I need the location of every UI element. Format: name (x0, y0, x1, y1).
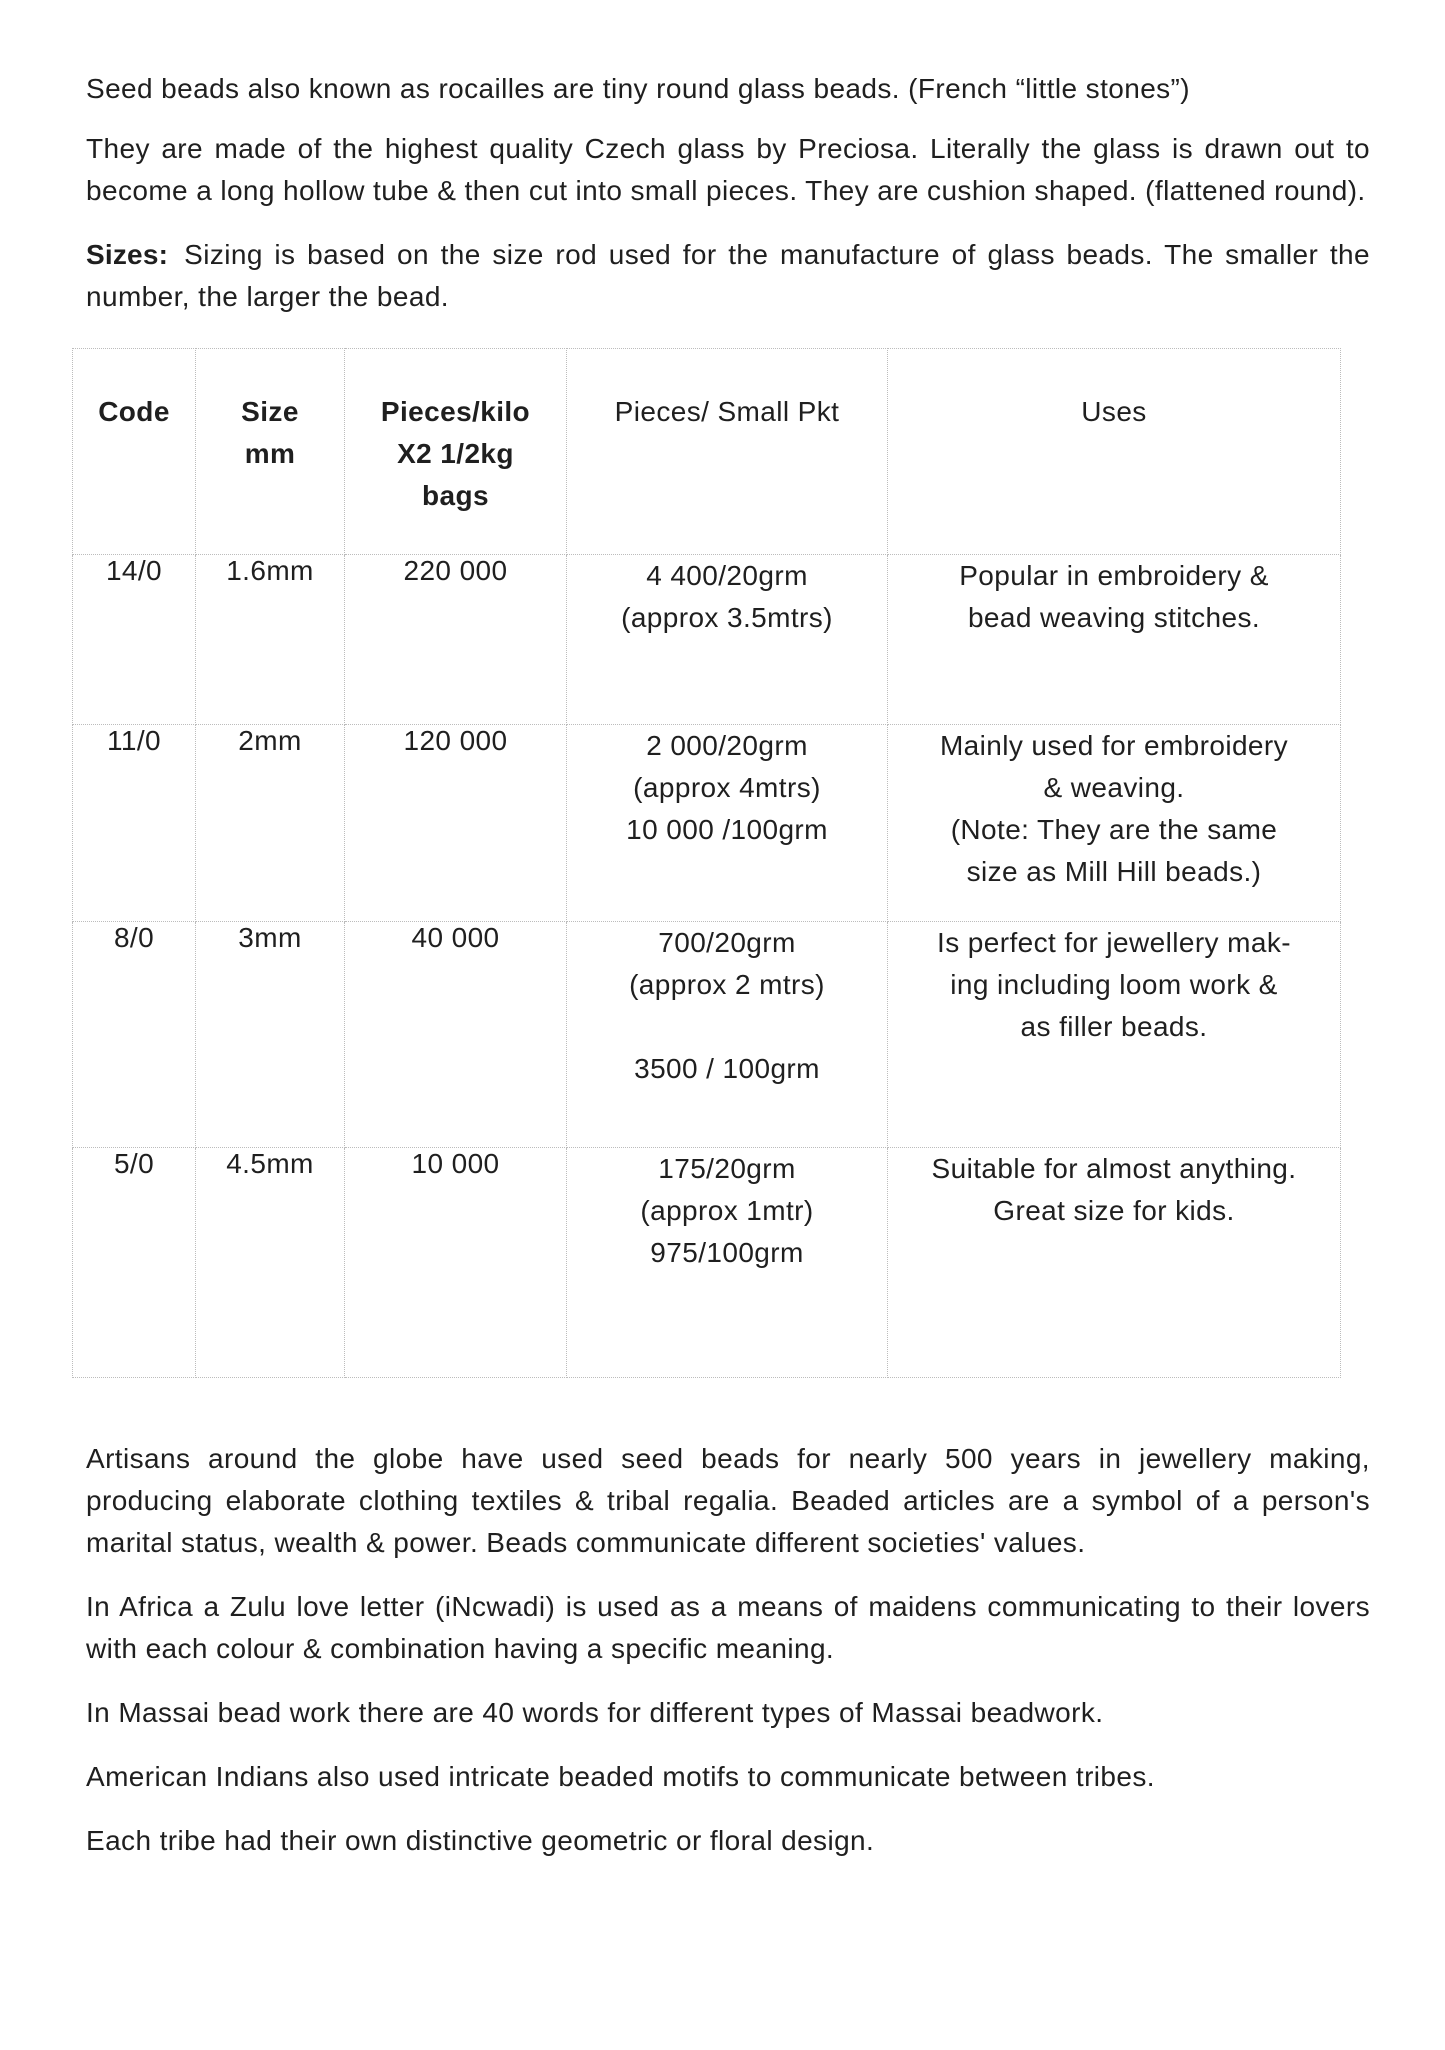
cell-line: (Note: They are the same (950, 814, 1278, 845)
cell-small-pkt (567, 1148, 888, 1378)
bead-size-table (72, 348, 1341, 1378)
cell-line: (approx 3.5mtrs) (621, 602, 833, 633)
cell-line: ing including loom work & (950, 969, 1278, 1000)
cell-size: 4.5mm (196, 1148, 345, 1378)
table-row-14-0 (73, 555, 1341, 725)
cell-pieces-kilo: 10 000 (345, 1148, 567, 1378)
cell-small-pkt (567, 922, 888, 1148)
cell-line: 175/20grm (658, 1153, 796, 1184)
sizes-text: Sizing is based on the size rod used for the manufacture of glass beads. The smaller the number, the larger the bead. (86, 239, 1370, 312)
cell-line (567, 1006, 887, 1048)
cell-pieces-kilo: 120 000 (345, 725, 567, 922)
header-line: bags (422, 480, 489, 511)
header-line: mm (244, 438, 296, 469)
header-line: Pieces/kilo (380, 396, 531, 427)
outro-paragraph-massai: In Massai bead work there are 40 words for different types of Massai beadwork. (86, 1697, 1104, 1728)
cell-line: (approx 1mtr) (640, 1195, 814, 1226)
cell-size: 1.6mm (196, 555, 345, 725)
column-header-size (196, 349, 345, 555)
header-line: Size (241, 396, 299, 427)
cell-line: Suitable for almost anything. (931, 1153, 1297, 1184)
header-line: Uses (1081, 396, 1147, 427)
outro-paragraph-american-indians: American Indians also used intricate beaded motifs to communicate between tribes. (86, 1761, 1155, 1792)
cell-line: 975/100grm (650, 1237, 804, 1268)
cell-pieces-kilo: 220 000 (345, 555, 567, 725)
cell-uses (888, 725, 1341, 922)
column-header-uses (888, 349, 1341, 555)
cell-line: & weaving. (1043, 772, 1185, 803)
cell-code: 14/0 (73, 555, 196, 725)
cell-line: 4 400/20grm (646, 560, 808, 591)
intro-paragraph-sizes (86, 234, 1370, 318)
intro-paragraph-manufacture: They are made of the highest quality Czech glass by Preciosa. Literally the glass is drawn out to become a long hollow tube & then cut into small pieces. They are cushion shaped. (flattened round). (86, 133, 1370, 206)
table-row-8-0 (73, 922, 1341, 1148)
header-line: Pieces/ Small Pkt (614, 396, 840, 427)
table-row-5-0 (73, 1148, 1341, 1378)
cell-line: 3500 / 100grm (634, 1053, 820, 1084)
cell-line: Is perfect for jewellery mak- (937, 927, 1291, 958)
sizes-label: Sizes: (86, 239, 169, 270)
cell-line: 2 000/20grm (646, 730, 808, 761)
cell-line: as filler beads. (1020, 1011, 1208, 1042)
cell-size: 3mm (196, 922, 345, 1148)
header-line: Code (98, 396, 170, 427)
cell-uses (888, 555, 1341, 725)
outro-paragraph-tribe-design: Each tribe had their own distinctive geometric or floral design. (86, 1825, 875, 1856)
outro-paragraph-artisans: Artisans around the globe have used seed beads for nearly 500 years in jewellery making, producing elaborate clothing textiles & tribal regalia. Beaded articles are a symbol of a person's marital status, wealth & power. Beads communicate different societies' values. (86, 1443, 1370, 1558)
column-header-pieces-kilo (345, 349, 567, 555)
cell-line: (approx 2 mtrs) (629, 969, 825, 1000)
header-line: X2 1/2kg (397, 438, 514, 469)
cell-small-pkt (567, 725, 888, 922)
table-header-row (73, 349, 1341, 555)
table-row-11-0 (73, 725, 1341, 922)
cell-pieces-kilo: 40 000 (345, 922, 567, 1148)
cell-line: Mainly used for embroidery (939, 730, 1289, 761)
cell-line: Great size for kids. (993, 1195, 1235, 1226)
cell-size: 2mm (196, 725, 345, 922)
cell-uses (888, 922, 1341, 1148)
cell-line: Popular in embroidery & (959, 560, 1269, 591)
cell-line: bead weaving stitches. (967, 602, 1261, 633)
column-header-code (73, 349, 196, 555)
cell-uses (888, 1148, 1341, 1378)
cell-small-pkt (567, 555, 888, 725)
column-header-small-pkt (567, 349, 888, 555)
intro-paragraph-seed-beads: Seed beads also known as rocailles are tiny round glass beads. (French “little stones”) (86, 73, 1191, 104)
cell-line: 700/20grm (658, 927, 796, 958)
cell-line: size as Mill Hill beads.) (966, 856, 1262, 887)
cell-code: 8/0 (73, 922, 196, 1148)
cell-line: (approx 4mtrs) (633, 772, 821, 803)
cell-code: 5/0 (73, 1148, 196, 1378)
cell-line: 10 000 /100grm (626, 814, 828, 845)
cell-code: 11/0 (73, 725, 196, 922)
outro-paragraph-zulu: In Africa a Zulu love letter (iNcwadi) is used as a means of maidens communicating to their lovers with each colour & combination having a specific meaning. (86, 1591, 1370, 1664)
